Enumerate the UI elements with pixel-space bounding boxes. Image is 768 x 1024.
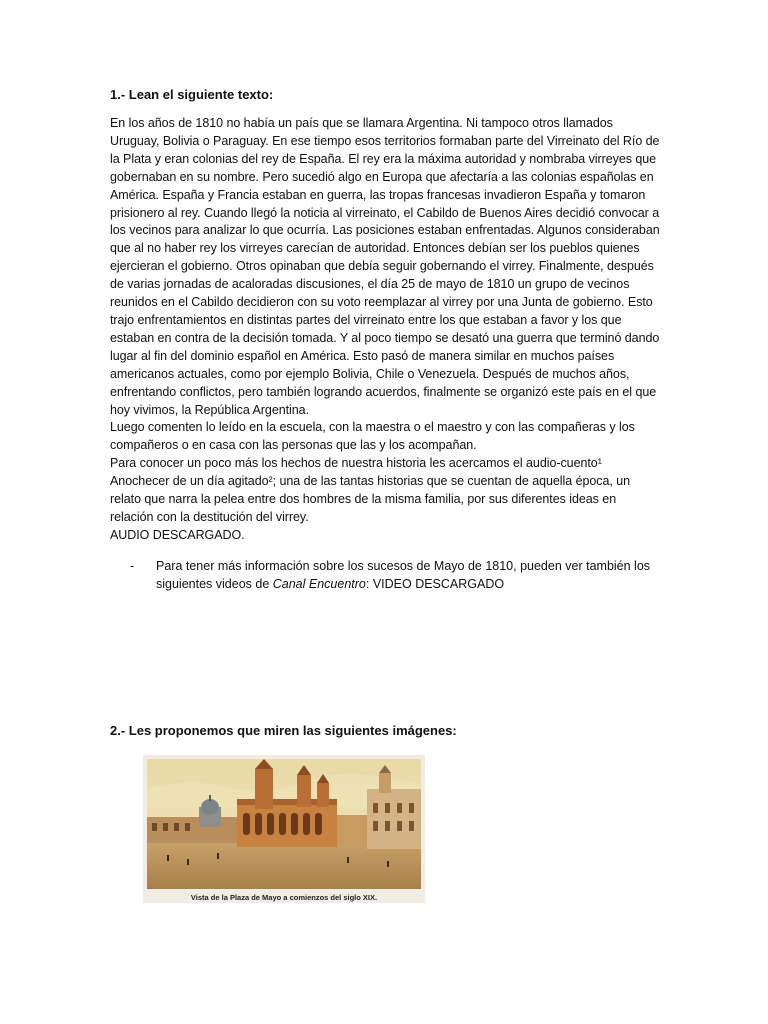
section-1-heading: 1.- Lean el siguiente texto: xyxy=(110,87,274,102)
section-2-heading: 2.- Les proponemos que miren las siguientes imágenes: xyxy=(110,723,457,738)
audio-line: AUDIO DESCARGADO. xyxy=(110,527,245,542)
paragraph-3: Para conocer un poco más los hechos de nuestra historia les acercamos el audio-cuento¹ Anochecer de un día agitado²; una de las tantas historias que se cuentan de aquella época, un relato que narra la pelea entre dos hombres de la misma familia, por sus diferentes ideas en relación con la destitución del virrey. xyxy=(110,456,631,524)
bullet-text-after: : VIDEO DESCARGADO xyxy=(365,576,505,591)
bullet-item xyxy=(130,557,660,593)
plaza-painting xyxy=(147,759,421,889)
plaza-de-mayo-image xyxy=(143,755,425,903)
bullet-text-before: Para tener más información sobre los sucesos de Mayo de 1810, pueden ver también los siguientes videos de xyxy=(156,558,651,591)
paragraph-2: Luego comenten lo leído en la escuela, con la maestra o el maestro y con las compañeras y los compañeros o en casa con las personas que las y los acompañan. xyxy=(110,420,635,453)
paragraph-1: En los años de 1810 no había un país que se llamara Argentina. Ni tampoco otros llamados Uruguay, Bolivia o Paraguay. En ese tiempo esos territorios formaban parte del Virreinato del Río de la Plata y eran colonias del rey de España. El rey era la máxima autoridad y nombraba virreyes que gobernaban en su nombre. Pero sucedió algo en Europa que afectaría a las colonias españolas en América. España y Francia estaban en guerra, las tropas francesas invadieron España y tomaron prisionero al rey. Cuando llegó la noticia al virreinato, el Cabildo de Buenos Aires decidió convocar a los vecinos para analizar lo que ocurría. Las posiciones estaban enfrentadas. Algunos consideraban que al no haber rey los virreyes carecían de autoridad. Entonces debían ser los pueblos quienes ejercieran el gobierno. Otros opinaban que debía seguir gobernando el virrey. Finalmente, después de varias jornadas de acaloradas discusiones, el día 25 de mayo de 1810 un grupo de vecinos reunidos en el Cabildo decidieron con su voto reemplazar al virrey por una Junta de gobierno. Esto trajo enfrentamientos en distintas partes del virreinato entre los que estaban a favor y los que estaban en contra de la decisión tomada. Y al poco tiempo se desató una guerra que terminó dando lugar al fin del dominio español en América. Esto pasó de manera similar en muchos países americanos actuales, como por ejemplo Bolivia, Chile o Venezuela. Después de muchos años, enfrentando conflictos, pero también logrando acuerdos, finalmente se organizó este país en el que hoy vivimos, la República Argentina. xyxy=(110,116,660,417)
canal-encuentro-link: Canal Encuentro xyxy=(272,576,366,591)
bullet-text xyxy=(156,557,656,593)
image-caption: Vista de la Plaza de Mayo a comienzos del siglo XIX. xyxy=(190,893,378,902)
section-1 xyxy=(110,86,660,593)
bullet-dash: - xyxy=(130,558,135,573)
